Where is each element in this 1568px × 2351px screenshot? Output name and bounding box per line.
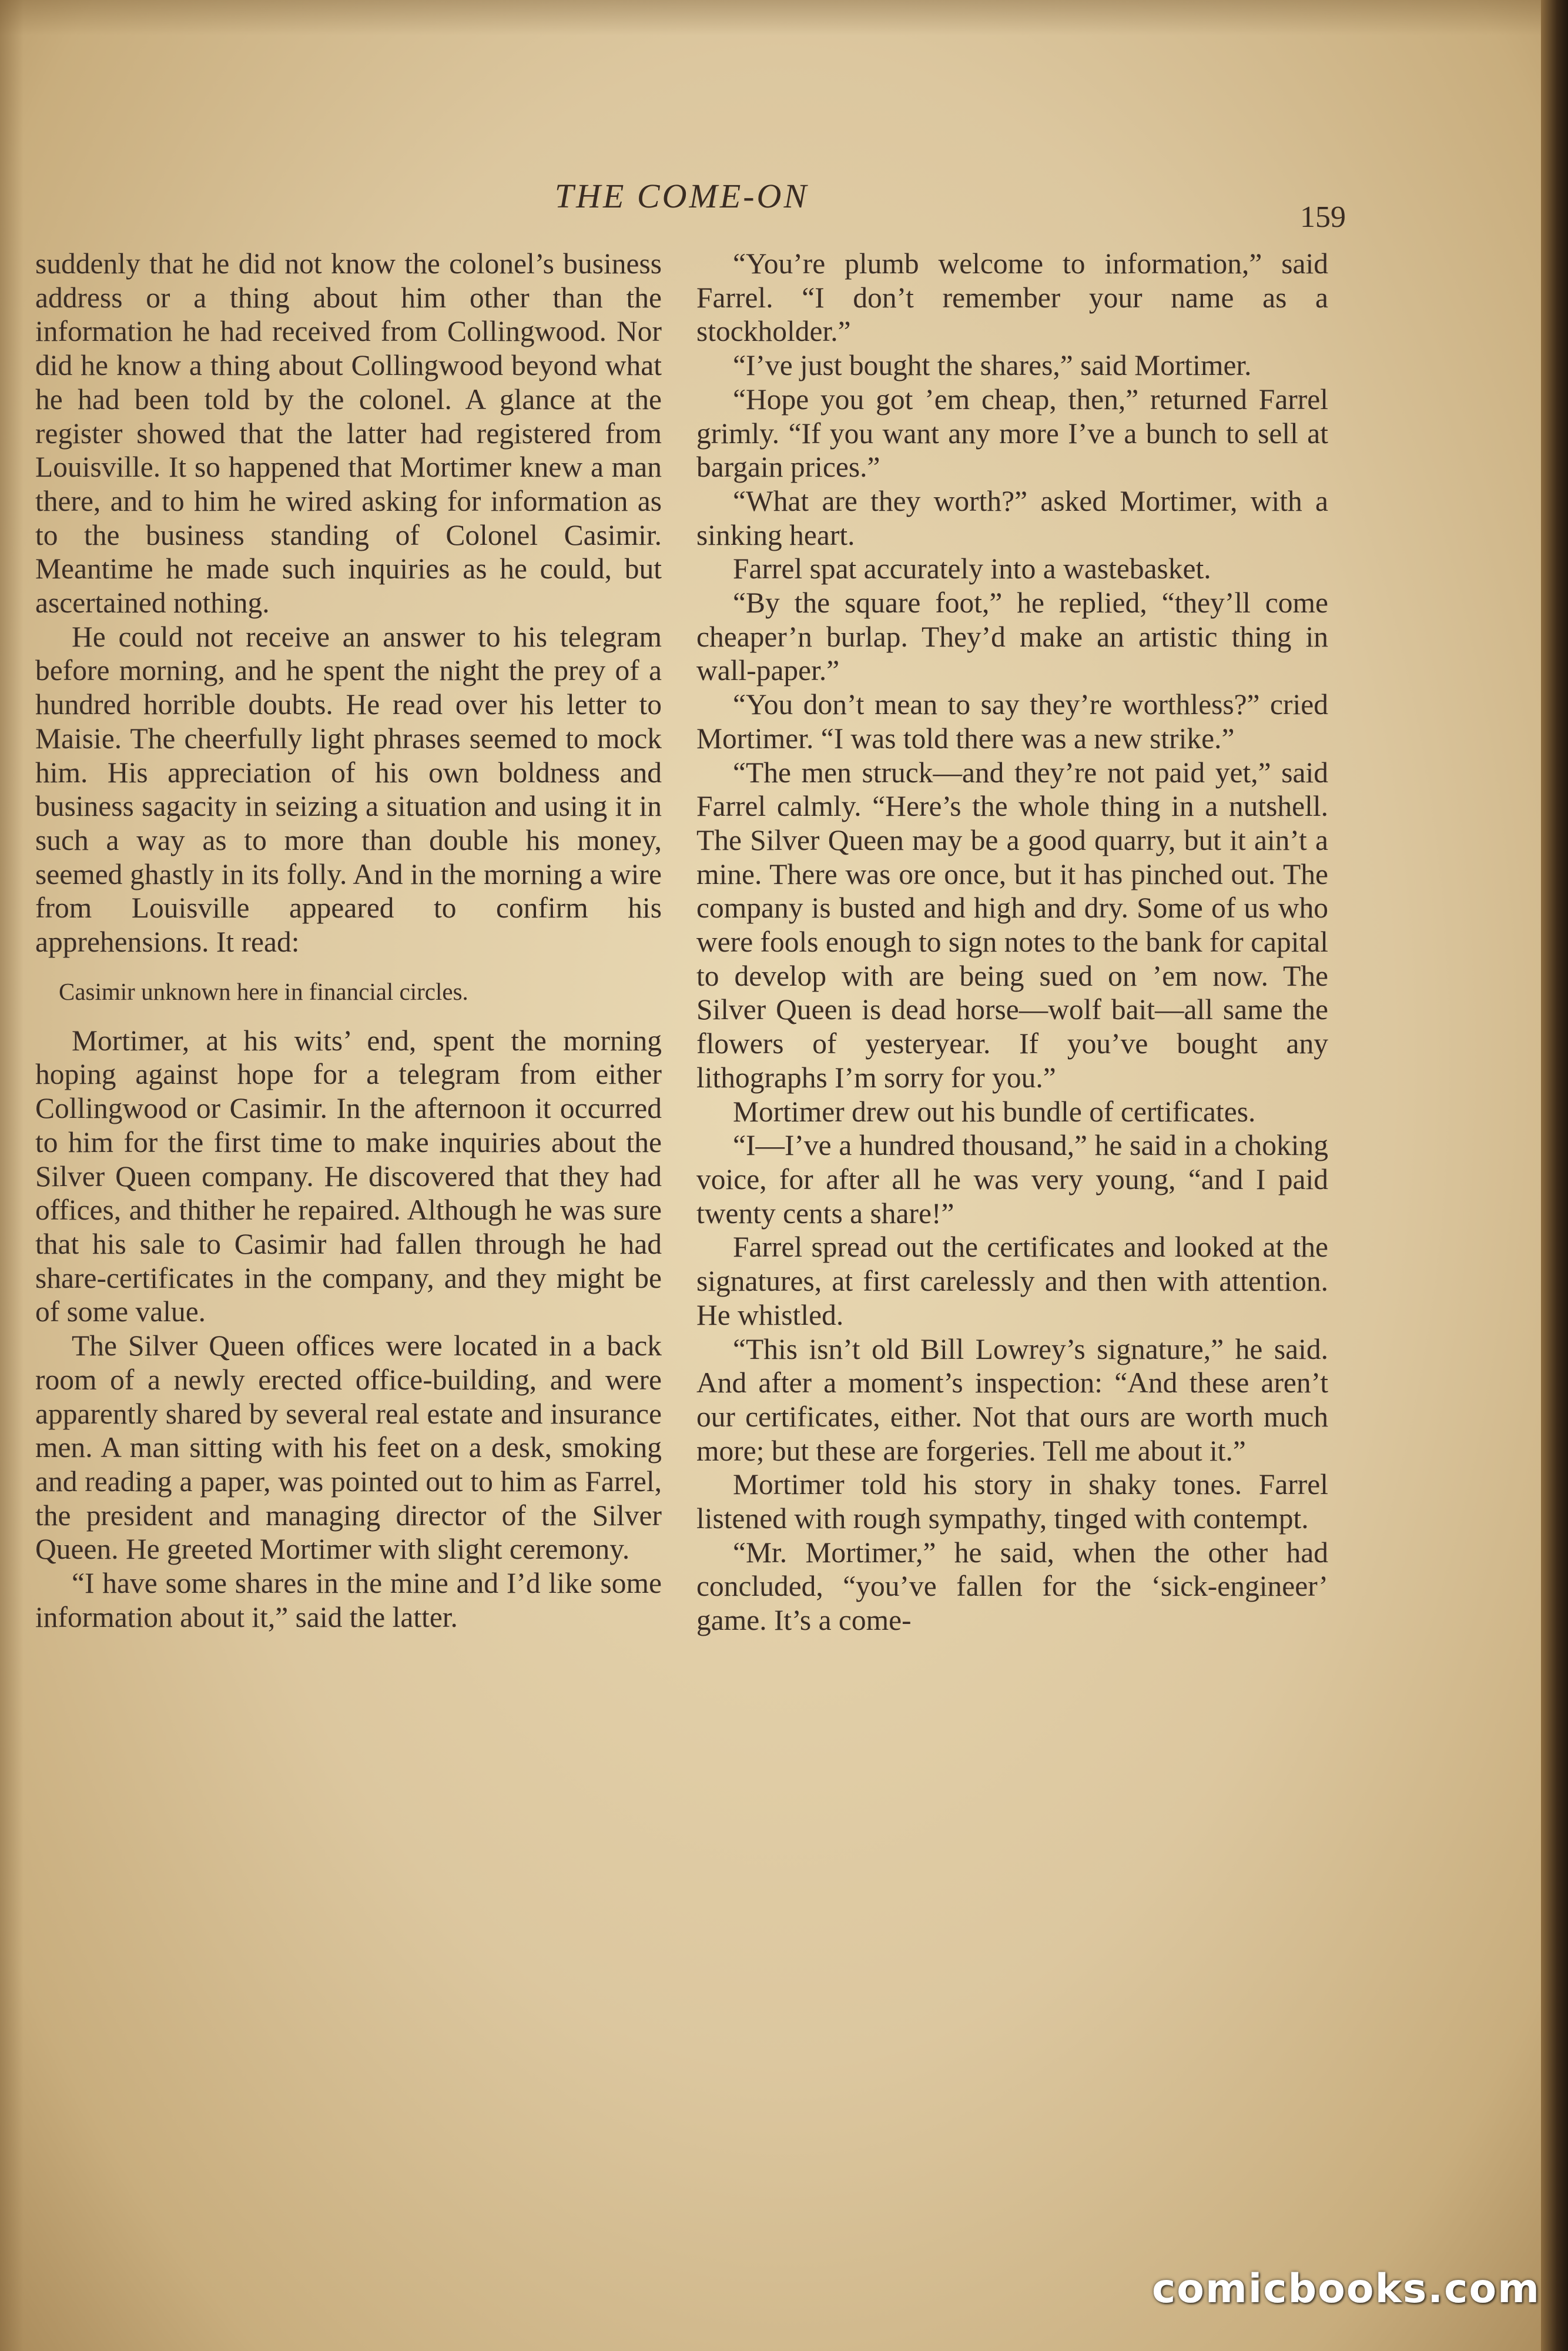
page-top-shadow — [0, 0, 1568, 35]
paragraph: Farrel spat accurately into a wastebasket. — [733, 552, 1211, 585]
paragraph: Mortimer drew out his bundle of certificates. — [733, 1095, 1256, 1128]
paragraph: Mortimer, at his wits’ end, spent the morning hoping against hope for a telegram from either Collingwood or Casimir. In the afternoon it occurred to him for the first time to make inquiries about the Silver Queen company. He discovered that they had offices, and thither he repaired. Although he was sure that his sale to Casimir had fallen through he had share-certificates in the company, and they might be of some value. — [35, 1024, 662, 1328]
telegram-quote: Casimir unknown here in financial circles. — [59, 977, 468, 1005]
paragraph: “I’ve just bought the shares,” said Mortimer. — [733, 349, 1252, 382]
paragraph: “You don’t mean to say they’re worthless?” cried Mortimer. “I was told there was a new strike.” — [696, 688, 1328, 755]
page-left-shadow — [0, 0, 24, 2351]
paragraph: “I—I’ve a hundred thousand,” he said in a choking voice, for after all he was very young, “and I paid twenty cents a share!” — [696, 1129, 1328, 1230]
paragraph: “By the square foot,” he replied, “they’ll come cheaper’n burlap. They’d make an artistic thing in wall-paper.” — [696, 587, 1328, 687]
book-spine — [1541, 0, 1568, 2351]
paragraph: suddenly that he did not know the colonel’s business address or a thing about him other than the information he had received from Collingwood. Nor did he know a thing about Collingwood beyond what he had been told by the colonel. A glance at the register showed that the latter had registered from Louisville. It so happened that Mortimer knew a man there, and to him he wired asking for information as to the business standing of Colonel Casimir. Meantime he made such inquiries as he could, but ascertained nothing. — [35, 247, 662, 619]
paragraph: “Mr. Mortimer,” he said, when the other had concluded, “you’ve fallen for the ‘sick-engineer’ game. It’s a come- — [696, 1536, 1328, 1637]
paragraph: He could not receive an answer to his telegram before morning, and he spent the night the prey of a hundred horrible doubts. He read over his letter to Maisie. The cheerfully light phrases seemed to mock him. His appreciation of his own boldness and business sagacity in seizing a situation and using it in such a way as to more than double his money, seemed ghastly in its folly. And in the morning a wire from Louisville appeared to confirm his apprehensions. It read: — [35, 620, 662, 959]
paragraph: The Silver Queen offices were located in a back room of a newly erected office-building, and were apparently shared by several real estate and insurance men. A man sitting with his feet on a desk, smoking and reading a paper, was pointed out to him as Farrel, the president and managing director of the Silver Queen. He greeted Mortimer with slight ceremony. — [35, 1329, 662, 1566]
paragraph: Mortimer told his story in shaky tones. Farrel listened with rough sympathy, tinged with contempt. — [696, 1468, 1328, 1535]
page-number: 159 — [1300, 200, 1346, 234]
paragraph: “What are they worth?” asked Mortimer, with a sinking heart. — [696, 484, 1328, 551]
running-header-title: THE COME-ON — [554, 177, 809, 215]
site-watermark: comicbooks.com — [1152, 2266, 1541, 2312]
paragraph: “This isn’t old Bill Lowrey’s signature,” he said. And after a moment’s inspection: “And these aren’t our certificates, either. Not that ours are worth much more; but these are forgeries. Tell me about it.” — [696, 1332, 1328, 1467]
paragraph: “The men struck—and they’re not paid yet,” said Farrel calmly. “Here’s the whole thing in a nutshell. The Silver Queen may be a good quarry, but it ain’t a mine. There was ore once, but it has pinched out. The company is busted and high and dry. Some of us who were fools enough to sign notes to the bank for capital to develop with are being sued on ’em now. The Silver Queen is dead horse—wolf bait—all same the flowers of yesteryear. If you’ve bought any lithographs I’m sorry for you.” — [696, 756, 1328, 1094]
left-text-column — [35, 247, 662, 1634]
paragraph: “I have some shares in the mine and I’d like some information about it,” said the latter. — [35, 1567, 662, 1633]
paragraph: “Hope you got ’em cheap, then,” returned Farrel grimly. “If you want any more I’ve a bunch to sell at bargain prices.” — [696, 383, 1328, 484]
right-text-column — [696, 247, 1328, 1637]
paragraph: “You’re plumb welcome to information,” said Farrel. “I don’t remember your name as a stockholder.” — [696, 247, 1328, 348]
paragraph: Farrel spread out the certificates and looked at the signatures, at first carelessly and then with attention. He whistled. — [696, 1231, 1328, 1331]
